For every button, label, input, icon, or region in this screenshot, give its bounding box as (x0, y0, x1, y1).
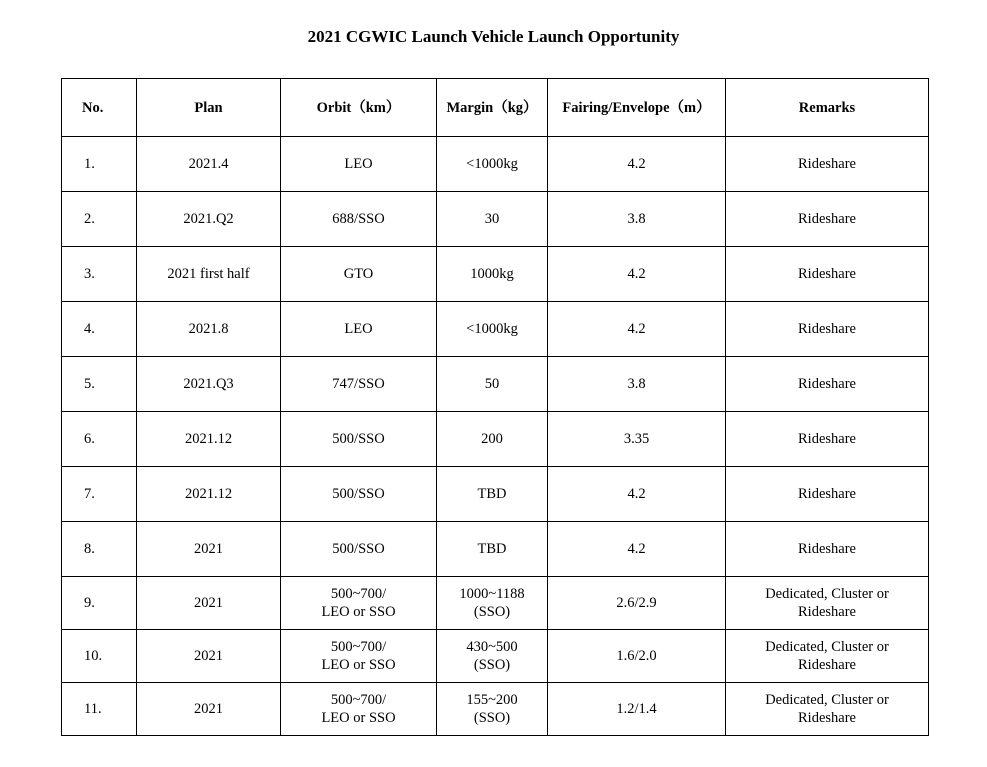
header-plan: Plan (137, 79, 281, 137)
cell-remarks (726, 192, 929, 247)
cell-margin (437, 192, 548, 247)
cell-margin-line: 155~200 (466, 692, 518, 708)
cell-remarks-line: Dedicated, Cluster or (765, 639, 889, 655)
cell-margin-line: (SSO) (473, 710, 511, 726)
cell-orbit-line: LEO (344, 321, 373, 337)
cell-remarks-line: Rideshare (798, 266, 856, 282)
cell-no: 5. (62, 357, 137, 412)
cell-remarks (726, 412, 929, 467)
cell-orbit-line: LEO or SSO (321, 710, 396, 726)
cell-margin-line: TBD (477, 486, 507, 502)
table-row (62, 467, 929, 522)
cell-remarks-line: Rideshare (798, 710, 856, 726)
cell-fairing: 2.6/2.9 (548, 577, 726, 630)
cell-fairing: 4.2 (548, 247, 726, 302)
cell-orbit-line: 747/SSO (332, 376, 385, 392)
cell-orbit-line: 500/SSO (332, 541, 385, 557)
cell-remarks-line: Rideshare (798, 376, 856, 392)
cell-remarks (726, 247, 929, 302)
header-fairing: Fairing/Envelope（m） (548, 79, 726, 137)
table-row (62, 192, 929, 247)
cell-margin (437, 137, 548, 192)
cell-remarks (726, 522, 929, 577)
cell-fairing: 1.6/2.0 (548, 630, 726, 683)
cell-orbit-line: 500/SSO (332, 431, 385, 447)
table-body (62, 137, 929, 736)
cell-margin (437, 412, 548, 467)
cell-remarks-line: Rideshare (798, 657, 856, 673)
cell-margin (437, 522, 548, 577)
cell-plan: 2021 (137, 630, 281, 683)
cell-margin-line: <1000kg (466, 321, 518, 337)
cell-no: 7. (62, 467, 137, 522)
cell-margin-line: 430~500 (466, 639, 518, 655)
document-title: 2021 CGWIC Launch Vehicle Launch Opportunity (307, 27, 680, 46)
cell-fairing: 1.2/1.4 (548, 683, 726, 736)
cell-plan: 2021 (137, 683, 281, 736)
cell-margin (437, 302, 548, 357)
table-row (62, 522, 929, 577)
cell-remarks (726, 577, 929, 630)
cell-plan: 2021.8 (137, 302, 281, 357)
cell-remarks-line: Dedicated, Cluster or (765, 692, 889, 708)
cell-fairing: 4.2 (548, 137, 726, 192)
cell-remarks-line: Rideshare (798, 486, 856, 502)
cell-remarks (726, 302, 929, 357)
table-row (62, 247, 929, 302)
cell-margin (437, 357, 548, 412)
cell-orbit-line: 500~700/ (330, 586, 387, 602)
table-row (62, 577, 929, 630)
cell-no: 8. (62, 522, 137, 577)
cell-remarks-line: Rideshare (798, 541, 856, 557)
cell-remarks (726, 357, 929, 412)
cell-plan: 2021.Q3 (137, 357, 281, 412)
cell-remarks (726, 137, 929, 192)
header-orbit: Orbit（km） (281, 79, 437, 137)
cell-fairing: 4.2 (548, 522, 726, 577)
cell-remarks-line: Rideshare (798, 431, 856, 447)
cell-remarks-line: Rideshare (798, 604, 856, 620)
cell-plan: 2021.12 (137, 467, 281, 522)
cell-remarks (726, 630, 929, 683)
cell-orbit (281, 247, 437, 302)
cell-fairing: 4.2 (548, 302, 726, 357)
cell-orbit-line: 688/SSO (332, 211, 385, 227)
cell-orbit (281, 683, 437, 736)
cell-margin-line: 200 (481, 431, 503, 447)
cell-margin-line: TBD (477, 541, 507, 557)
cell-orbit (281, 302, 437, 357)
cell-orbit (281, 192, 437, 247)
table-row (62, 412, 929, 467)
cell-margin (437, 467, 548, 522)
table-row (62, 137, 929, 192)
table-row (62, 683, 929, 736)
cell-margin-line: 1000~1188 (459, 586, 525, 602)
cell-orbit-line: LEO (344, 156, 373, 172)
cell-plan: 2021 (137, 522, 281, 577)
cell-fairing: 3.8 (548, 192, 726, 247)
cell-margin-line: (SSO) (473, 604, 511, 620)
cell-orbit-line: 500~700/ (330, 692, 387, 708)
cell-no: 10. (62, 630, 137, 683)
cell-fairing: 3.35 (548, 412, 726, 467)
cell-orbit (281, 137, 437, 192)
cell-no: 3. (62, 247, 137, 302)
cell-remarks-line: Rideshare (798, 211, 856, 227)
cell-remarks (726, 467, 929, 522)
cell-margin-line: (SSO) (473, 657, 511, 673)
cell-remarks-line: Rideshare (798, 156, 856, 172)
cell-margin-line: 50 (484, 376, 500, 392)
header-margin: Margin（kg） (437, 79, 548, 137)
cell-no: 4. (62, 302, 137, 357)
cell-plan: 2021.12 (137, 412, 281, 467)
table-row (62, 302, 929, 357)
cell-orbit-line: 500/SSO (332, 486, 385, 502)
cell-margin (437, 577, 548, 630)
cell-orbit (281, 630, 437, 683)
cell-orbit (281, 412, 437, 467)
launch-opportunity-table (61, 78, 929, 736)
table-row (62, 630, 929, 683)
cell-margin-line: <1000kg (466, 156, 518, 172)
cell-margin-line: 30 (484, 211, 500, 227)
cell-orbit-line: 500~700/ (330, 639, 387, 655)
cell-orbit-line: GTO (343, 266, 374, 282)
table-row (62, 357, 929, 412)
cell-orbit (281, 522, 437, 577)
cell-margin (437, 683, 548, 736)
cell-no: 1. (62, 137, 137, 192)
cell-remarks-line: Dedicated, Cluster or (765, 586, 889, 602)
header-no: No. (62, 79, 137, 137)
cell-margin-line: 1000kg (470, 266, 514, 282)
cell-no: 6. (62, 412, 137, 467)
cell-fairing: 4.2 (548, 467, 726, 522)
cell-plan: 2021 first half (137, 247, 281, 302)
cell-fairing: 3.8 (548, 357, 726, 412)
cell-remarks (726, 683, 929, 736)
cell-remarks-line: Rideshare (798, 321, 856, 337)
table-header-row (62, 79, 929, 137)
header-remarks: Remarks (726, 79, 929, 137)
cell-orbit (281, 577, 437, 630)
cell-orbit-line: LEO or SSO (321, 657, 396, 673)
cell-plan: 2021 (137, 577, 281, 630)
cell-plan: 2021.4 (137, 137, 281, 192)
cell-margin (437, 630, 548, 683)
cell-no: 9. (62, 577, 137, 630)
cell-orbit-line: LEO or SSO (321, 604, 396, 620)
cell-plan: 2021.Q2 (137, 192, 281, 247)
cell-no: 2. (62, 192, 137, 247)
cell-no: 11. (62, 683, 137, 736)
cell-orbit (281, 357, 437, 412)
cell-orbit (281, 467, 437, 522)
cell-margin (437, 247, 548, 302)
